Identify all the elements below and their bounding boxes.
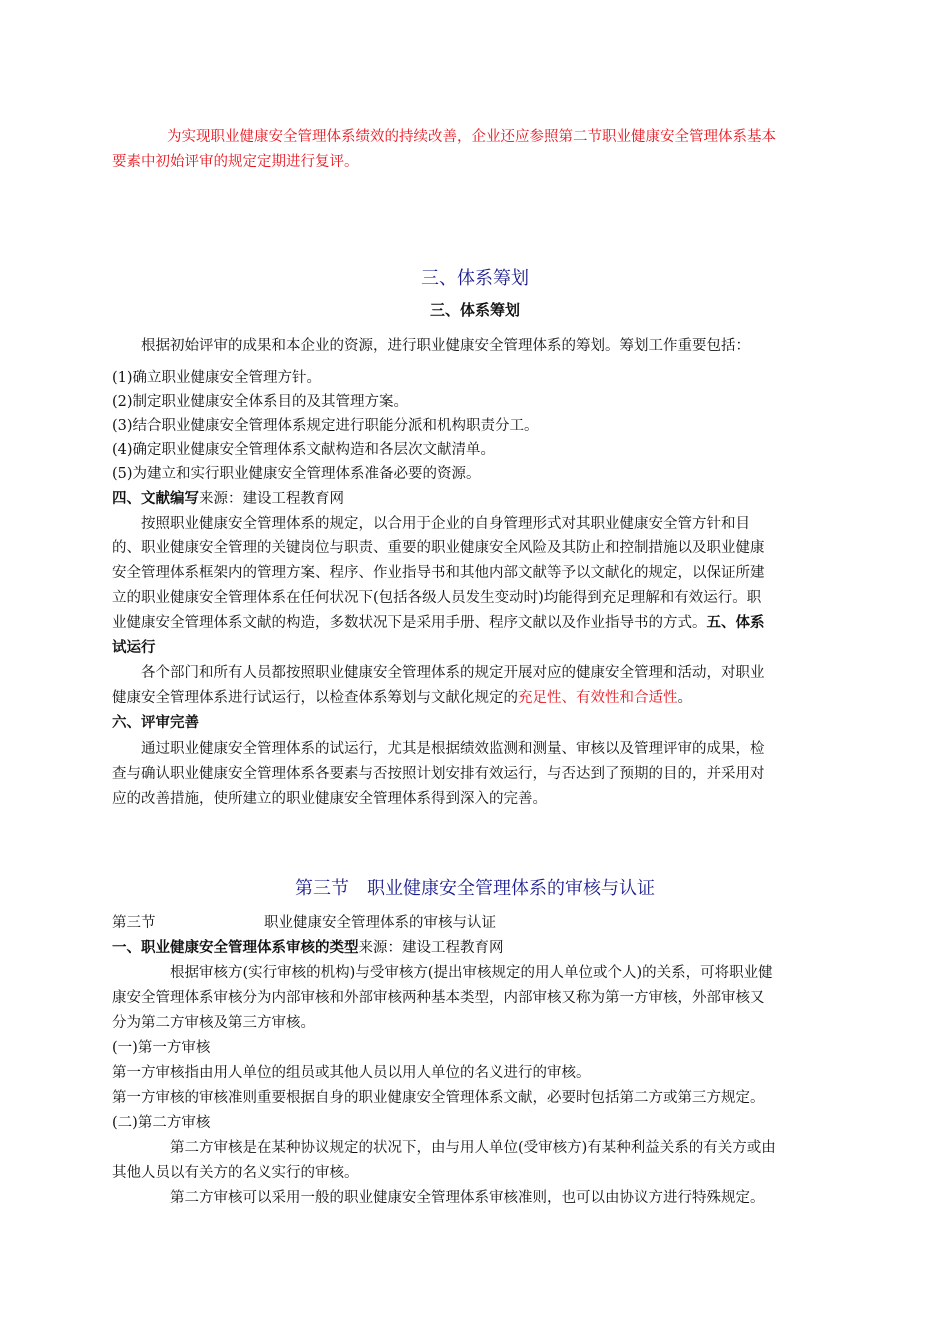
section-5-heading-part2: 试运行 — [112, 639, 156, 656]
chapter-3-part-1-line: 根据审核方(实行审核的机构)与受审核方(提出审核规定的用人单位或个人)的关系，可将职业健 — [170, 965, 773, 981]
chapter-3-heading: 第三节 职业健康安全管理体系的审核与认证 — [295, 878, 655, 899]
chapter-3-sub-right: 职业健康安全管理体系的审核与认证 — [264, 915, 496, 931]
section-4-line: 安全管理体系框架内的管理方案、程序、作业指导书和其他内部文献等予以文献化的规定，以保证所建 — [112, 565, 765, 581]
second-party-line: 第二方审核可以采用一般的职业健康安全管理体系审核准则，也可以由协议方进行特殊规定。 — [170, 1190, 765, 1206]
first-party-line: 第一方审核指由用人单位的组员或其他人员以用人单位的名义进行的审核。 — [112, 1065, 591, 1081]
section-4-line: 按照职业健康安全管理体系的规定，以合用于企业的自身管理形式对其职业健康安全管方针和目 — [141, 516, 750, 532]
intro-line-2: 要素中初始评审的规定定期进行复评。 — [112, 154, 359, 170]
section-3-item: (1)确立职业健康安全管理方针。 — [112, 370, 322, 386]
first-party-line: 第一方审核的审核准则重要根据自身的职业健康安全管理体系文献，必要时包括第二方或第三方规定。 — [112, 1090, 765, 1106]
second-party-title: (二)第二方审核 — [112, 1115, 211, 1131]
first-party-title: (一)第一方审核 — [112, 1040, 211, 1056]
second-party-line: 第二方审核是在某种协议规定的状况下，由与用人单位(受审核方)有某种利益关系的有关方或由 — [170, 1140, 776, 1156]
section-3-item: (3)结合职业健康安全管理体系规定进行职能分派和机构职责分工。 — [112, 418, 539, 434]
chapter-3-part-1-source: 来源：建设工程教育网 — [358, 940, 504, 956]
section-4-line: 的、职业健康安全管理的关键岗位与职责、重要的职业健康安全风险及其防止和控制措施以及职业健康 — [112, 540, 765, 556]
section-4-line: 立的职业健康安全管理体系在任何状况下(包括各级人员发生变动时)均能得到充足理解和有效运行。职 — [112, 590, 762, 606]
section-3-heading: 三、体系筹划 — [421, 268, 529, 289]
section-3-item: (2)制定职业健康安全体系目的及其管理方案。 — [112, 394, 409, 410]
section-6-line: 应的改善措施，使所建立的职业健康安全管理体系得到深入的完善。 — [112, 791, 547, 807]
section-4-heading-row — [112, 487, 344, 511]
section-3-subheading: 三、体系筹划 — [429, 301, 520, 319]
section-6-line: 通过职业健康安全管理体系的试运行，尤其是根据绩效监测和测量、审核以及管理评审的成果，检 — [141, 741, 765, 757]
section-4-last-line-row — [112, 611, 765, 635]
second-party-line: 其他人员以有关方的名义实行的审核。 — [112, 1165, 359, 1181]
section-4-source: 来源：建设工程教育网 — [199, 491, 344, 507]
section-5-line-1: 各个部门和所有人员都按照职业健康安全管理体系的规定开展对应的健康安全管理和活动，对职业 — [141, 665, 765, 681]
chapter-3-sub-left: 第三节 — [112, 915, 156, 931]
section-5-line-2-end: 。 — [677, 690, 692, 706]
section-4-heading: 四、文献编写 — [112, 490, 199, 507]
section-3-item: (5)为建立和实行职业健康安全管理体系准备必要的资源。 — [112, 466, 481, 482]
section-6-heading: 六、评审完善 — [112, 714, 199, 731]
intro-line-1: 为实现职业健康安全管理体系绩效的持续改善，企业还应参照第二节职业健康安全管理体系基本 — [167, 129, 776, 145]
chapter-3-part-1-heading: 一、职业健康安全管理体系审核的类型 — [112, 939, 359, 956]
section-6-line: 查与确认职业健康安全管理体系各要素与否按照计划安排有效运行，与否达到了预期的目的，并采用对 — [112, 766, 765, 782]
section-5-line-2-text: 健康安全管理体系进行试运行，以检查体系筹划与文献化规定的 — [112, 690, 518, 706]
chapter-3-part-1-line: 分为第二方审核及第三方审核。 — [112, 1015, 315, 1031]
section-5-highlight: 充足性、有效性和合适性 — [518, 690, 678, 706]
chapter-3-part-1-heading-row — [112, 936, 504, 960]
section-3-item: (4)确定职业健康安全管理体系文献构造和各层次文献清单。 — [112, 442, 496, 458]
chapter-3-part-1-line: 康安全管理体系审核分为内部审核和外部审核两种基本类型，内部审核又称为第一方审核，外部审核又 — [112, 990, 765, 1006]
section-3-paragraph: 根据初始评审的成果和本企业的资源，进行职业健康安全管理体系的筹划。筹划工作重要包括： — [141, 338, 750, 354]
section-5-line-2 — [112, 686, 692, 710]
section-5-heading-part1: 五、体系 — [706, 614, 765, 631]
section-4-last-line: 业健康安全管理体系文献的构造，多数状况下是采用手册、程序文献以及作业指导书的方式。 — [112, 615, 707, 631]
